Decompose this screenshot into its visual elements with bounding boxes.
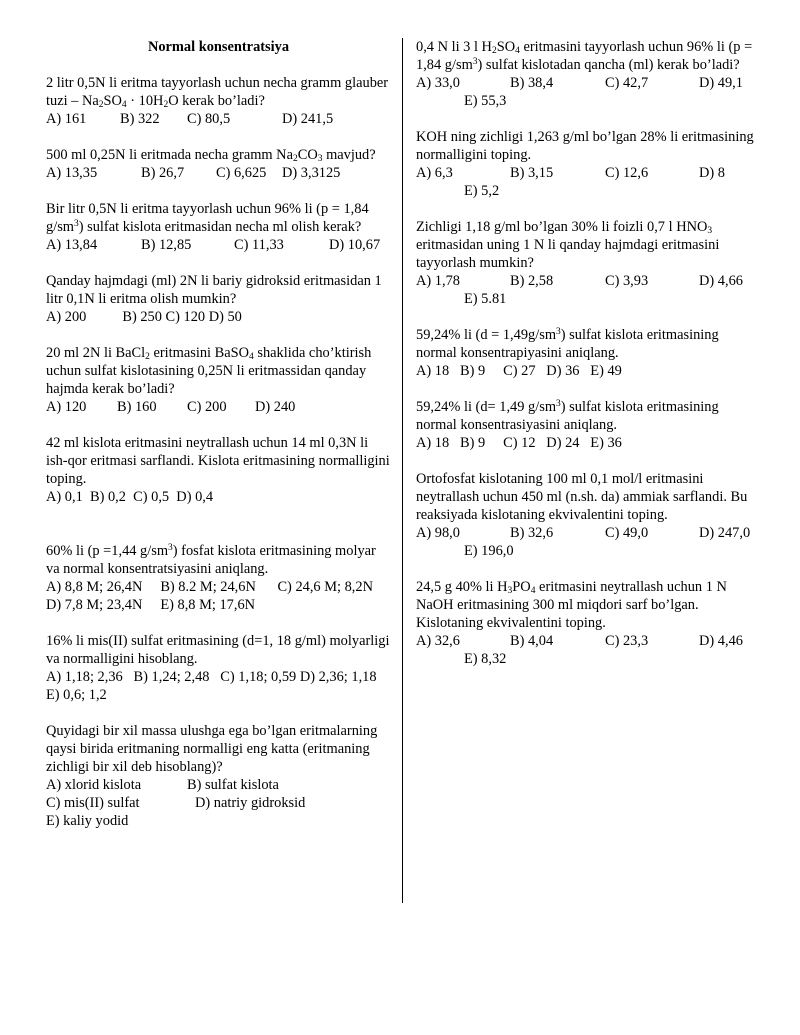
question-3 — [46, 200, 391, 254]
question-9 — [46, 722, 391, 830]
question-text: KOH ning zichligi 1,263 g/ml bo’lgan 28% li eritmasining normalligini toping. — [416, 129, 754, 163]
option-b: B) 2,58 — [510, 273, 554, 289]
option-b: B) sulfat kislota — [187, 777, 279, 793]
question-15 — [416, 470, 761, 560]
option-c: C) 6,625 — [216, 165, 267, 181]
option-e: E) 196,0 — [464, 543, 514, 559]
option-b: B) 38,4 — [510, 75, 554, 91]
answer-options — [416, 272, 761, 290]
answer-options: A) 200 B) 250 C) 120 D) 50 — [46, 309, 242, 325]
right-column — [416, 38, 761, 686]
option-d: D) 247,0 — [699, 525, 751, 541]
question-text: 59,24% li (d= 1,49 $g/sm^3$) sulfat kislota eritmasining normal konsentrasiyasini aniqlang. — [416, 399, 719, 433]
answer-options — [46, 776, 391, 794]
option-b: B) 322 — [120, 111, 160, 127]
question-2 — [46, 146, 391, 182]
option-d: D) 4,66 — [699, 273, 743, 289]
answer-options — [46, 794, 391, 812]
question-text: 16% li mis(II) sulfat eritmasining (d=1, 18 g/ml) molyarligi va normalligini hisoblang. — [46, 633, 390, 667]
option-a: A) 13,35 — [46, 165, 98, 181]
question-text: Qanday hajmdagi (ml) 2N li bariy gidroksid eritmasidan 1 litr 0,1N li eritma olish mumkin? — [46, 273, 382, 307]
option-e: E) kaliy yodid — [46, 813, 129, 829]
option-d: D) 8 — [699, 165, 725, 181]
answer-options: A) 8,8 M; 26,4N B) 8.2 M; 24,6N C) 24,6 M; 8,2N — [46, 579, 373, 595]
option-a: A) 32,6 — [416, 633, 460, 649]
question-text: 24,5 g 40% li $H_3PO_4$ eritmasini neytrallash uchun 1 N NaOH eritmasining 300 ml miqdori sarf bo’lgan. Kislotaning ekvivalentini toping. — [416, 579, 727, 631]
blank-line — [46, 524, 391, 542]
option-c: C) 80,5 — [187, 111, 231, 127]
question-text: 60% li (p =1,44 $g/sm^3$) fosfat kislota eritmasining molyar va normal konsentratsiyasini aniqlang. — [46, 543, 376, 577]
column-divider — [402, 38, 403, 903]
answer-options — [416, 74, 761, 92]
answer-options — [46, 164, 391, 182]
option-b: B) 160 — [117, 399, 157, 415]
option-a: A) 1,78 — [416, 273, 460, 289]
answer-options: A) 18 B) 9 C) 12 D) 24 E) 36 — [416, 435, 622, 451]
option-d: D) natriy gidroksid — [195, 795, 306, 811]
option-c: C) mis(II) sulfat — [46, 795, 140, 811]
answer-options: D) 7,8 M; 23,4N E) 8,8 M; 17,6N — [46, 597, 256, 613]
answer-options: A) 18 B) 9 C) 27 D) 36 E) 49 — [416, 363, 622, 379]
question-16 — [416, 578, 761, 668]
question-8 — [46, 632, 395, 704]
answer-options: A) 0,1 B) 0,2 C) 0,5 D) 0,4 — [46, 489, 214, 505]
option-a: A) xlorid kislota — [46, 777, 142, 793]
question-12 — [416, 218, 761, 308]
question-text: 500 ml 0,25N li eritmada necha gramm $Na_2CO_3$ mavjud? — [46, 147, 376, 164]
option-a: A) 161 — [46, 111, 87, 127]
option-e: E) 5,2 — [464, 183, 500, 199]
question-text: Bir litr 0,5N li eritma tayyorlash uchun 96% li (p = 1,84 $g/sm^3$) sulfat kislota eritmasidan necha ml olish kerak? — [46, 201, 369, 235]
page-title: Normal konsentratsiya — [147, 39, 290, 55]
option-d: D) 49,1 — [699, 75, 743, 91]
question-text: Ortofosfat kislotaning 100 ml 0,1 mol/l eritmasini neytrallash uchun 450 ml (n.sh. da) ammiak sarflandi. Bu reaksiyada kislotaning ekvivalentini toping. — [416, 471, 748, 523]
question-4 — [46, 272, 391, 326]
option-b: B) 12,85 — [141, 237, 192, 253]
question-text: 42 ml kislota eritmasini neytrallash uchun 14 ml 0,3N li ish-qor eritmasi sarflandi. Kislota eritmasining normalligini toping. — [46, 435, 390, 487]
option-a: A) 120 — [46, 399, 87, 415]
question-1 — [46, 74, 391, 128]
question-10 — [416, 38, 761, 110]
option-c: C) 3,93 — [605, 273, 649, 289]
question-11 — [416, 128, 761, 200]
answer-options — [416, 524, 761, 542]
option-b: B) 26,7 — [141, 165, 185, 181]
option-e: E) 55,3 — [464, 93, 507, 109]
option-e: E) 5.81 — [464, 291, 507, 307]
option-c: C) 49,0 — [605, 525, 649, 541]
question-text: 2 litr 0,5N li eritma tayyorlash uchun necha gramm glauber tuzi – $Na_2SO_4 \cdot 10H_2O$ kerak bo’ladi? — [46, 75, 389, 110]
option-b: B) 3,15 — [510, 165, 554, 181]
question-text: Zichligi 1,18 g/ml bo’lgan 30% li foizli 0,7 l $HNO_3$ eritmasidan uning 1 N li qanday hajmdagi eritmasini tayyorlash mumkin? — [416, 219, 720, 271]
option-d: D) 3,3125 — [282, 165, 341, 181]
question-text: 0,4 N li 3 l $H_2SO_4$ eritmasini tayyorlash uchun 96% li (p = 1,84 $g/sm^3$) sulfat kislotadan qancha (ml) kerak bo’ladi? — [416, 39, 753, 73]
question-5 — [46, 344, 391, 416]
option-c: C) 12,6 — [605, 165, 649, 181]
option-c: C) 23,3 — [605, 633, 649, 649]
option-d: D) 240 — [255, 399, 296, 415]
left-column — [46, 38, 395, 848]
question-text: Quyidagi bir xil massa ulushga ega bo’lgan eritmalarning qaysi birida eritmaning normalligi eng katta (eritmaning zichligi bir xil deb hisoblang)? — [46, 723, 378, 775]
question-text: 59,24% li $(d = 1,49g/sm^3)$ sulfat kislota eritmasining normal konsentrapiyasini aniqlang. — [416, 327, 719, 361]
option-a: A) 6,3 — [416, 165, 453, 181]
question-text: 20 ml 2N li BaCl$_2$ eritmasini BaSO$_4$ shaklida cho’ktirish uchun sulfat kislotasining 0,25N li eritmassidan qanday hajmda kerak bo’ladi? — [46, 345, 372, 397]
question-6 — [46, 434, 391, 506]
option-a: A) 98,0 — [416, 525, 460, 541]
question-13 — [416, 326, 761, 380]
option-d: D) 4,46 — [699, 633, 743, 649]
option-d: D) 241,5 — [282, 111, 334, 127]
answer-options — [46, 236, 391, 254]
answer-options: A) 1,18; 2,36 B) 1,24; 2,48 C) 1,18; 0,59 D) 2,36; 1,18 E) 0,6; 1,2 — [46, 669, 395, 703]
option-e: E) 8,32 — [464, 651, 507, 667]
answer-options — [46, 110, 391, 128]
question-14 — [416, 398, 761, 452]
option-c: C) 42,7 — [605, 75, 649, 91]
option-c: C) 11,33 — [234, 237, 284, 253]
answer-options — [416, 632, 761, 650]
option-c: C) 200 — [187, 399, 227, 415]
question-7 — [46, 542, 391, 614]
option-d: D) 10,67 — [329, 237, 381, 253]
answer-options — [416, 164, 761, 182]
option-b: B) 4,04 — [510, 633, 554, 649]
answer-options — [46, 398, 391, 416]
option-a: A) 13,84 — [46, 237, 98, 253]
option-b: B) 32,6 — [510, 525, 554, 541]
option-a: A) 33,0 — [416, 75, 460, 91]
